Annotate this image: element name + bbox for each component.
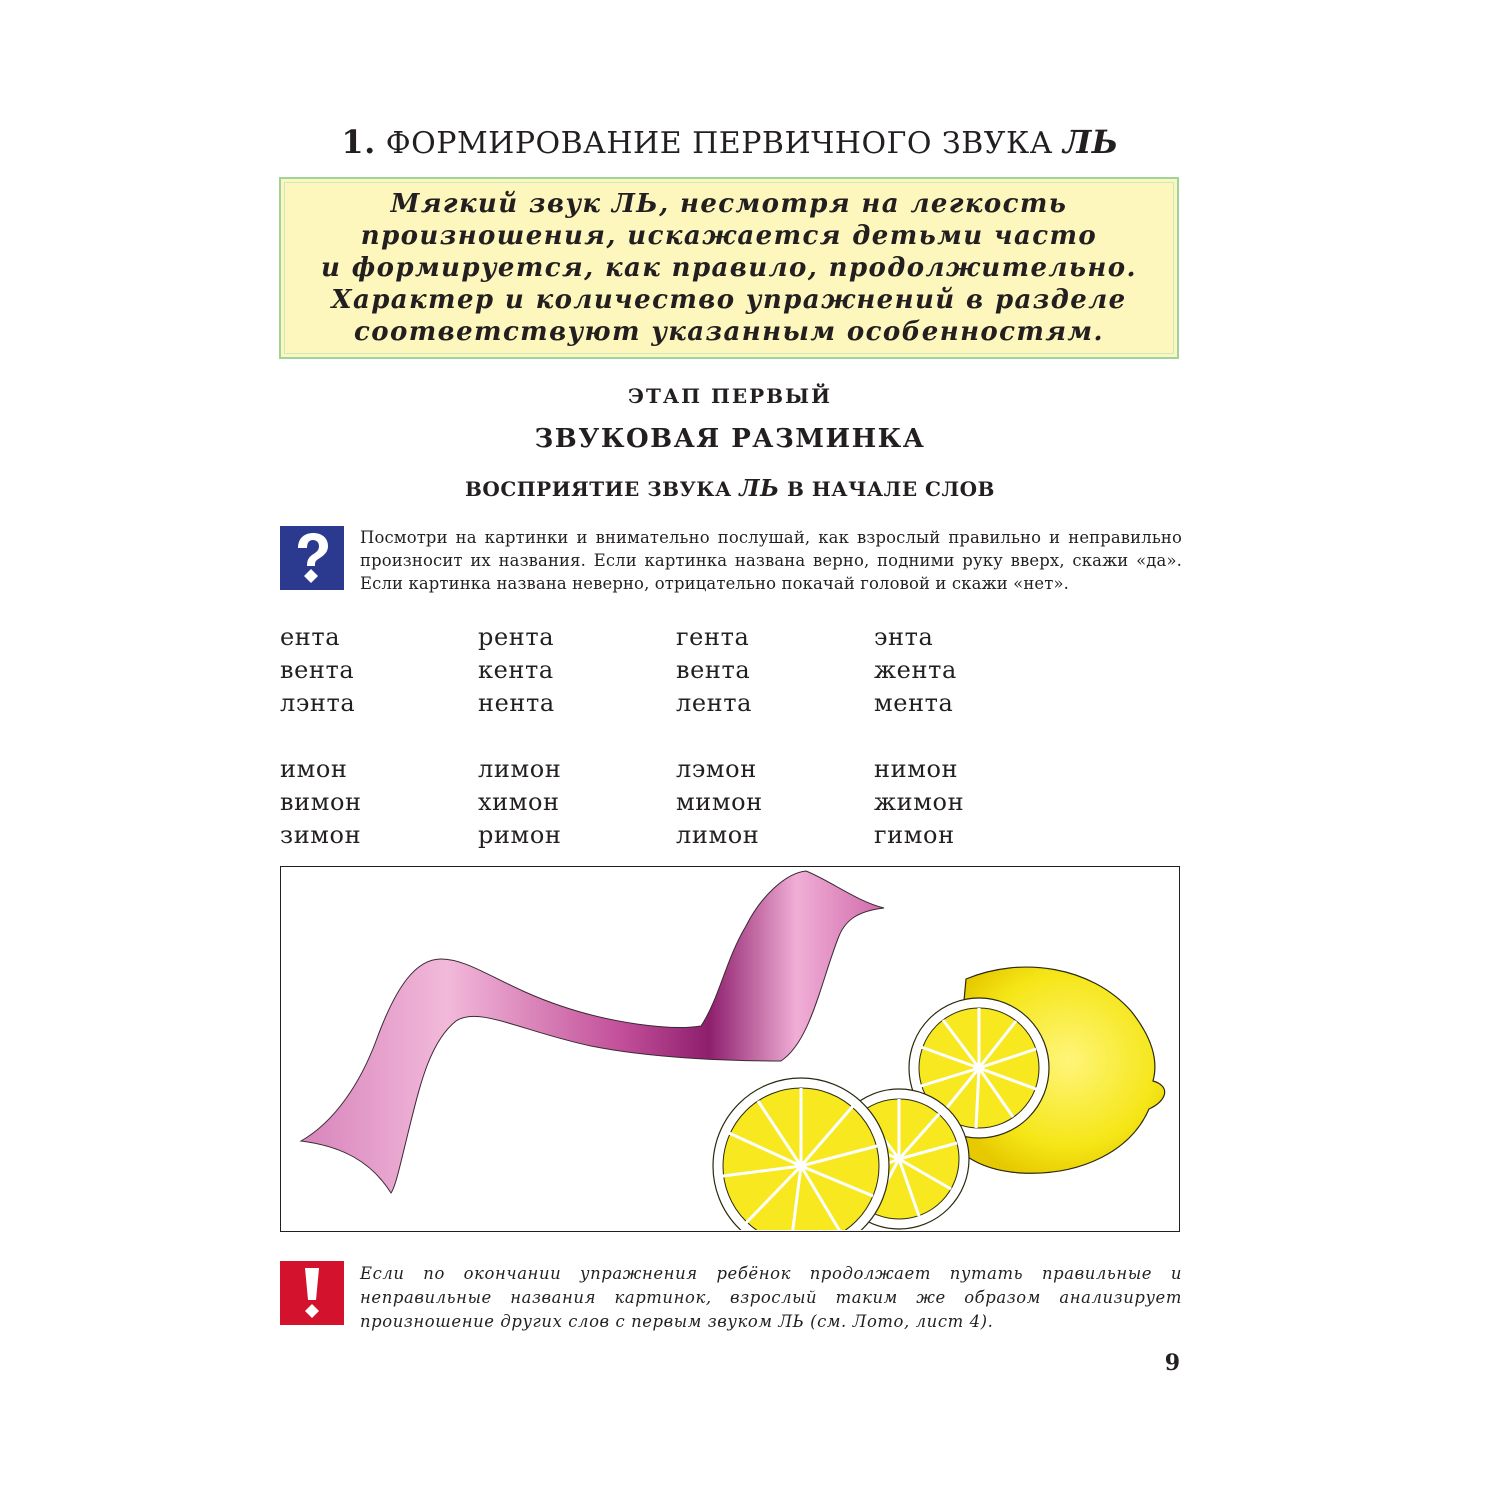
section-title-text: ФОРМИРОВАНИЕ ПЕРВИЧНОГО ЗВУКА — [385, 126, 1053, 161]
word: кента — [478, 656, 554, 684]
word: лэмон — [676, 755, 757, 783]
word: мента — [874, 689, 954, 717]
word: лимон — [478, 755, 562, 783]
section-number: 1. — [341, 123, 376, 161]
word: нента — [478, 689, 555, 717]
word-row — [280, 786, 1180, 819]
intro-box — [279, 177, 1179, 359]
picture-frame — [280, 866, 1180, 1232]
word-row — [280, 654, 1180, 687]
word: римон — [478, 821, 562, 849]
page-number: 9 — [1164, 1350, 1180, 1376]
word-row — [280, 621, 1180, 654]
word: гента — [676, 623, 750, 651]
word: вента — [676, 656, 751, 684]
note-text: Если по окончании упражнения ребёнок продолжает путать правильные и неправильные названия картинок, взрослый таким же образом анализирует произношение других слов с первым звуком ЛЬ (см. Лото, лист 4). — [360, 1264, 1182, 1331]
word: лента — [676, 689, 753, 717]
question-icon — [280, 526, 344, 590]
word: мимон — [676, 788, 763, 816]
word-grid — [280, 621, 1180, 852]
word: имон — [280, 755, 348, 783]
word: энта — [874, 623, 934, 651]
word: вимон — [280, 788, 362, 816]
perception-heading — [280, 475, 1180, 502]
word: химон — [478, 788, 560, 816]
word: нимон — [874, 755, 959, 783]
word: зимон — [280, 821, 362, 849]
perception-after: В НАЧАЛЕ СЛОВ — [787, 477, 995, 501]
word: жимон — [874, 788, 965, 816]
stage-heading: ЭТАП ПЕРВЫЙ — [628, 384, 832, 408]
word-row — [280, 819, 1180, 852]
warmup-heading: ЗВУКОВАЯ РАЗМИНКА — [534, 424, 926, 454]
word-row — [280, 753, 1180, 786]
exclamation-icon — [280, 1261, 344, 1325]
word: рента — [478, 623, 555, 651]
word-row — [280, 687, 1180, 720]
section-title — [280, 120, 1180, 166]
word: лэнта — [280, 689, 356, 717]
perception-before: ВОСПРИЯТИЕ ЗВУКА — [465, 477, 732, 501]
question-text: Посмотри на картинки и внимательно послушай, как взрослый правильно и неправильно произносит их названия. Если картинка названа верно, подними руку вверх, скажи «да». Если картинка названа неверно, отрицательно покачай головой и скажи «нет». — [360, 528, 1182, 593]
word: лимон — [676, 821, 760, 849]
word: ента — [280, 623, 341, 651]
word: вента — [280, 656, 355, 684]
perception-sound: ЛЬ — [739, 475, 780, 502]
intro-text: Мягкий звук ЛЬ, несмотря на легкость произношения, искажается детьми часто и формируется, как правило, продолжительно. Характер и количество упражнений в разделе соответствуют указанным особенностям. — [321, 189, 1137, 347]
word: гимон — [874, 821, 955, 849]
word: жента — [874, 656, 957, 684]
section-title-sound: ЛЬ — [1062, 123, 1119, 161]
